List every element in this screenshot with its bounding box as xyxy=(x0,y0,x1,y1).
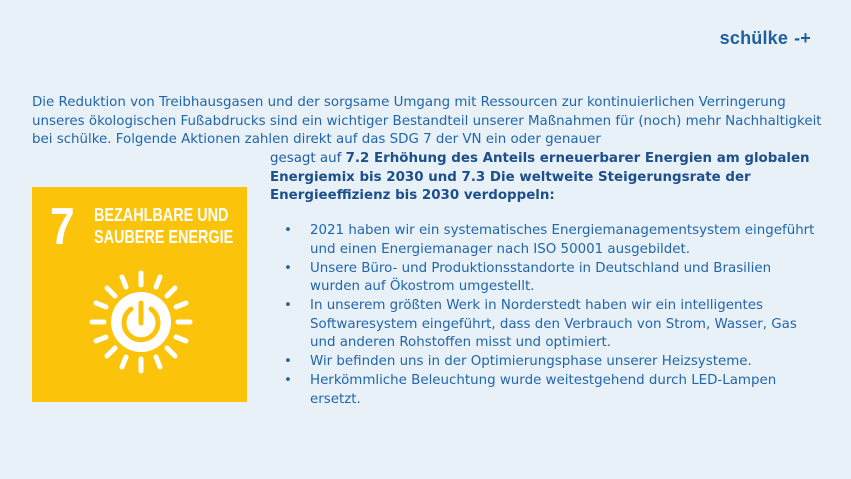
intro-paragraph: Die Reduktion von Treibhausgasen und der sorgsame Umgang mit Ressourcen zur kontinuierlichen Verringerung unseres ökologischen Fußabdrucks sind ein wichtiger Bestandteil unserer Maßnahmen für (noch) mehr Nachhaltigkeit bei schülke. Folgende Aktionen zahlen direkt auf das SDG 7 der VN ein oder genauer xyxy=(32,95,822,148)
logo-text: schülke xyxy=(719,28,789,48)
logo-mark-icon: -+ xyxy=(794,28,811,48)
sdg-target-prefix: gesagt auf xyxy=(270,151,346,166)
list-item: • In unserem größten Werk in Norderstedt haben wir ein intelligentes Softwaresystem eingeführt, dass den Verbrauch von Strom, Wasser, Gas und anderen Rohstoffen misst und optimiert. xyxy=(284,297,824,353)
schulke-logo xyxy=(720,28,811,49)
sdg-number: 7 xyxy=(50,198,75,256)
list-item: • 2021 haben wir ein systematisches Energiemanagementsystem eingeführt und einen Energiemanager nach ISO 50001 ausgebildet. xyxy=(284,222,824,259)
sdg-title-line2: SAUBERE ENERGIE xyxy=(94,227,234,247)
list-item: • Wir befinden uns in der Optimierungsphase unserer Heizsysteme. xyxy=(284,353,824,372)
actions-list xyxy=(284,222,824,410)
list-item: • Unsere Büro- und Produktionsstandorte in Deutschland und Brasilien wurden auf Ökostrom umgestellt. xyxy=(284,260,824,297)
list-item: • Herkömmliche Beleuchtung wurde weitestgehend durch LED-Lampen ersetzt. xyxy=(284,372,824,409)
sdg-title-line1: BEZAHLBARE UND xyxy=(94,205,229,225)
sdg-title xyxy=(94,204,234,248)
sdg-target-bold: 7.2 Erhöhung des Anteils erneuerbarer Energien am globalen Energiemix bis 2030 und 7.3 Die weltweite Steigerungsrate der Energieeffizienz bis 2030 verdoppeln: xyxy=(270,151,810,204)
sun-power-icon xyxy=(86,267,196,377)
sdg-target-paragraph xyxy=(270,150,830,206)
sdg7-tile xyxy=(32,187,247,402)
